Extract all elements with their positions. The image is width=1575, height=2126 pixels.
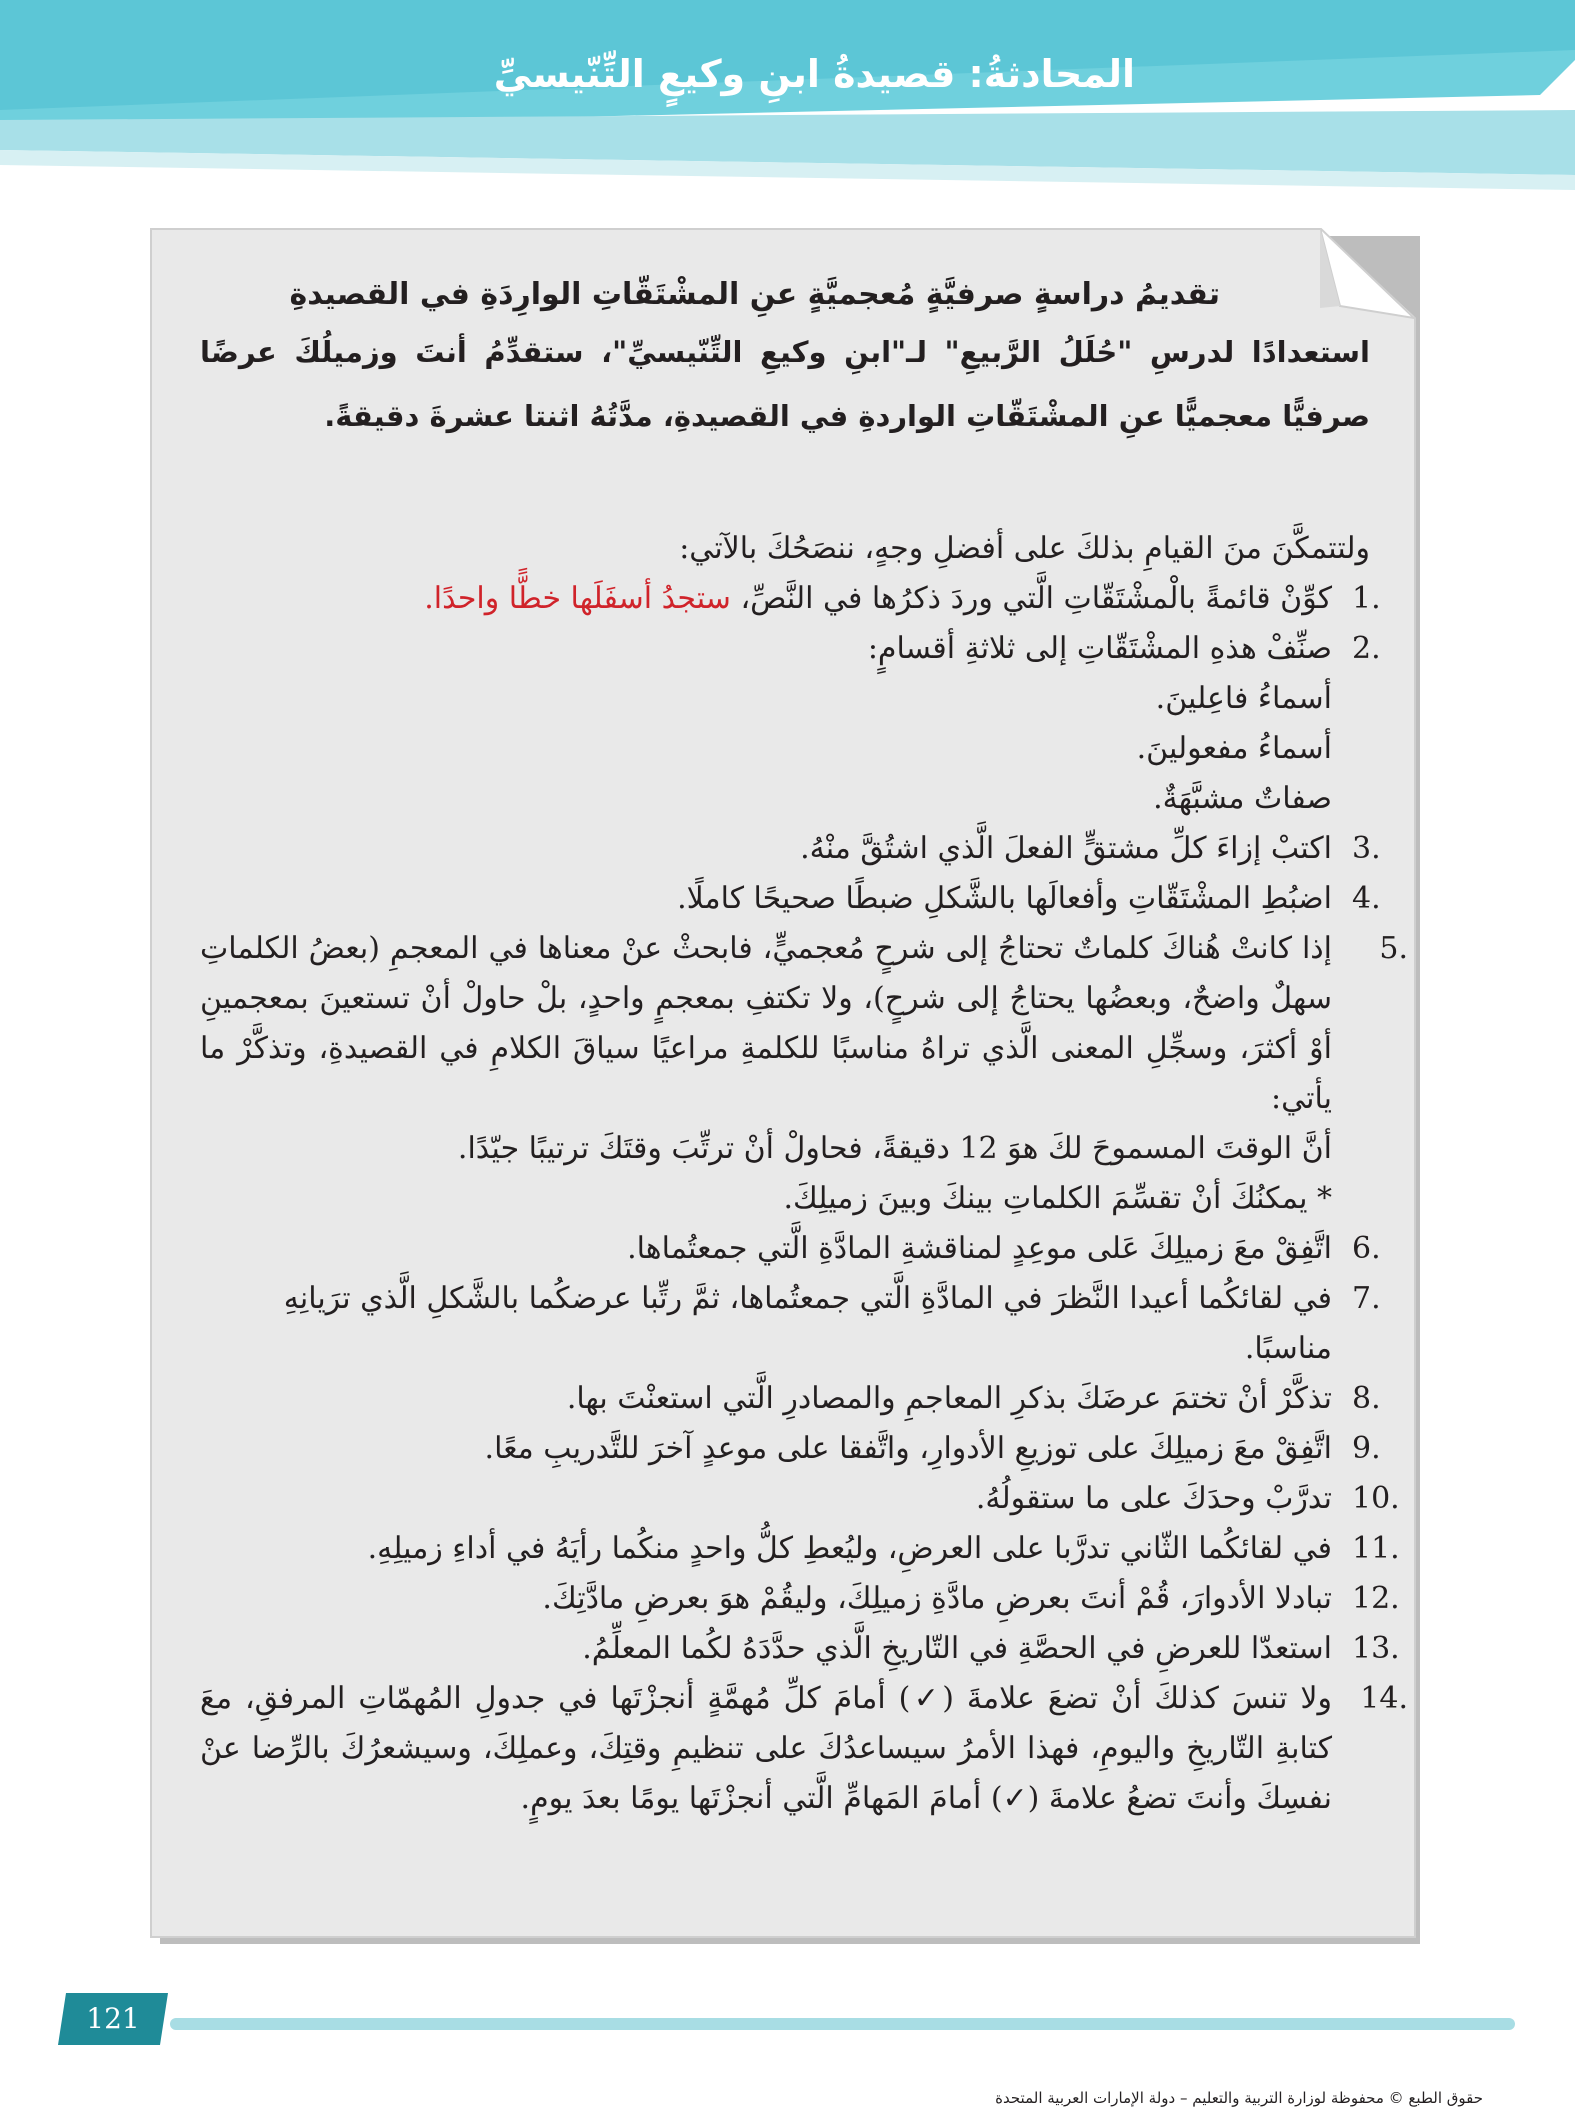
step-text: اتَّفِقْ معَ زميلِكَ على توزيعِ الأدوارِ، واتَّفقا على موعدٍ آخرَ للتَّدريبِ معًا. (484, 1431, 1332, 1466)
lead-text: ولتتمكَّنَ منَ القيامِ بذلكَ على أفضلِ وجهٍ، ننصَحُكَ بالآتي: (679, 531, 1370, 566)
step-number: 2. (1352, 631, 1381, 666)
list-item (200, 574, 1381, 624)
header-banner (0, 0, 1575, 200)
step-text: في لقائكُما الثّاني تدرَّبا على العرضِ، وليُعطِ كلُّ واحدٍ منكُما رأيَهُ في أداءِ زميلِهِ. (367, 1531, 1332, 1566)
category-item: صفاتٌ مشبَّهَةٌ. (1153, 781, 1332, 816)
step-number: 7. (1352, 1281, 1381, 1316)
step-text: ولا تنسَ كذلكَ أنْ تضعَ علامةَ (✓) أمامَ كلِّ مُهمَّةٍ أنجزْتَها في جدولِ المُهمّاتِ المرفقِ، معَ كتابةِ التّاريخِ واليومِ، فهذا الأمرُ سيساعدُكَ على تنظيمِ وقتِكَ، وعملِكَ، وسيشعرُكَ بالرِّضا عنْ نفسِكَ وأنتَ تضعُ علامةَ (✓) أمامَ المَهامِّ الَّتي أنجزْتَها يومًا بعدَ يومٍ. (200, 1681, 1332, 1816)
step-text: كوِّنْ قائمةً بالْمشْتَقّاتِ الَّتي وردَ ذكرُها في النَّصِّ، (730, 581, 1332, 616)
step-number: 14. (1360, 1681, 1408, 1716)
time-note-text: أنَّ الوقتَ المسموحَ لكَ هوَ 12 دقيقةً، فحاولْ أنْ ترتِّبَ وقتَكَ ترتيبًا جيّدًا. (457, 1131, 1332, 1166)
list-item (200, 1224, 1381, 1274)
step-text: اضبُطِ المشْتَقّاتِ وأفعالَها بالشَّكلِ ضبطًا صحيحًا كاملًا. (677, 881, 1332, 916)
step-number: 9. (1352, 1431, 1381, 1466)
step-number: 1. (1352, 581, 1381, 616)
step-text: تبادلا الأدوارَ، قُمْ أنتَ بعرضِ مادَّةِ زميلِكَ، وليقُمْ هوَ بعرضِ مادَّتِكَ. (542, 1581, 1332, 1616)
step-number: 8. (1352, 1381, 1381, 1416)
list-item (200, 874, 1381, 924)
step-text: تدرَّبْ وحدَكَ على ما ستقولُهُ. (975, 1481, 1332, 1516)
list-item (200, 824, 1381, 874)
task-content (200, 270, 1408, 1824)
list-item (200, 1424, 1381, 1474)
task-intro: استعدادًا لدرسِ "حُلَلُ الرَّبيعِ" لـ"ابنِ وكيعِ التِّنّيسيِّ"، ستقدِّمُ أنتَ وزميلُكَ عرضًا صرفيًّا معجميًّا عنِ المشْتَقّاتِ الواردةِ في القصيدةِ، مدَّتُهُ اثنتا عشرةَ دقيقةً. (200, 335, 1370, 433)
star-marker: * (1317, 1181, 1332, 1216)
step-highlight: ستجدُ أسفَلَها خطًّا واحدًا. (424, 581, 731, 616)
step5-share-note (200, 1174, 1370, 1224)
step-number: 4. (1352, 881, 1381, 916)
step-text: اكتبْ إزاءَ كلِّ مشتقٍّ الفعلَ الَّذي اشتُقَّ منْهُ. (800, 831, 1332, 866)
step-text: صنِّفْ هذهِ المشْتَقّاتِ إلى ثلاثةِ أقسامٍ: (867, 631, 1332, 666)
step-number: 3. (1352, 831, 1381, 866)
step-text: إذا كانتْ هُناكَ كلماتٌ تحتاجُ إلى شرحٍ مُعجميٍّ، فابحثْ عنْ معناها في المعجمِ (بعضُ الكلماتِ سهلٌ واضحٌ، وبعضُها يحتاجُ إلى شرحٍ)، ولا تكتفِ بمعجمٍ واحدٍ، بلْ حاولْ أنْ تستعينَ بمعجمينِ أوْ أكثرَ، وسجِّلِ المعنى الَّذي تراهُ مناسبًا للكلمةِ مراعيًا سياقَ الكلامِ في القصيدةِ، وتذكَّرْ ما يأتي: (200, 931, 1332, 1116)
step5-time-note (200, 1124, 1370, 1174)
steps-list (200, 574, 1408, 1824)
step-number: 5. (1379, 931, 1408, 966)
page-number: 121 (86, 2002, 140, 2035)
step-number: 12. (1352, 1581, 1400, 1616)
list-item (200, 1674, 1408, 1824)
list-item (200, 924, 1408, 1124)
list-item (200, 1624, 1400, 1674)
page-title: المحادثةُ: قصيدةُ ابنِ وكيعٍ التِّنّيسيِّ (493, 52, 1135, 96)
list-item (200, 624, 1381, 674)
list-item (200, 1474, 1400, 1524)
list-item (200, 1374, 1381, 1424)
step-text: في لقائكُما أعيدا النَّظرَ في المادَّةِ الَّتي جمعتُماها، ثمَّ رتِّبا عرضكُما بالشَّكلِ الَّذي ترَيانِهِ مناسبًا. (283, 1281, 1332, 1366)
step-text: تذكَّرْ أنْ تختمَ عرضَكَ بذكرِ المعاجمِ والمصادرِ الَّتي استعنْتَ بها. (566, 1381, 1332, 1416)
list-item (200, 1574, 1400, 1624)
share-note-text: يمكنُكَ أنْ تقسِّمَ الكلماتِ بينكَ وبينَ زميلِكَ. (783, 1181, 1308, 1216)
step-text: اتَّفِقْ معَ زميلِكَ عَلى موعِدٍ لمناقشةِ المادَّةِ الَّتي جمعتُماها. (627, 1231, 1332, 1266)
footer-bar (170, 2018, 1515, 2030)
list-item (200, 1274, 1381, 1374)
category-item: أسماءُ مفعولينَ. (1136, 731, 1332, 766)
step-number: 13. (1352, 1631, 1400, 1666)
step-number: 11. (1352, 1531, 1400, 1566)
step-number: 10. (1352, 1481, 1400, 1516)
step-text: استعدّا للعرضِ في الحصَّةِ في التّاريخِ الَّذي حدَّدَهُ لكُما المعلِّمُ. (582, 1631, 1332, 1666)
step-number: 6. (1352, 1231, 1381, 1266)
list-item (200, 1524, 1400, 1574)
category-item: أسماءُ فاعِلينَ. (1155, 681, 1332, 716)
copyright-notice: حقوق الطبع © محفوظة لوزارة التربية والتعليم – دولة الإمارات العربية المتحدة (995, 2089, 1483, 2107)
task-heading: تقديمُ دراسةٍ صرفيَّةٍ مُعجميَّةٍ عنِ المشْتَقّاتِ الوارِدَةِ في القصيدةِ (289, 277, 1220, 312)
